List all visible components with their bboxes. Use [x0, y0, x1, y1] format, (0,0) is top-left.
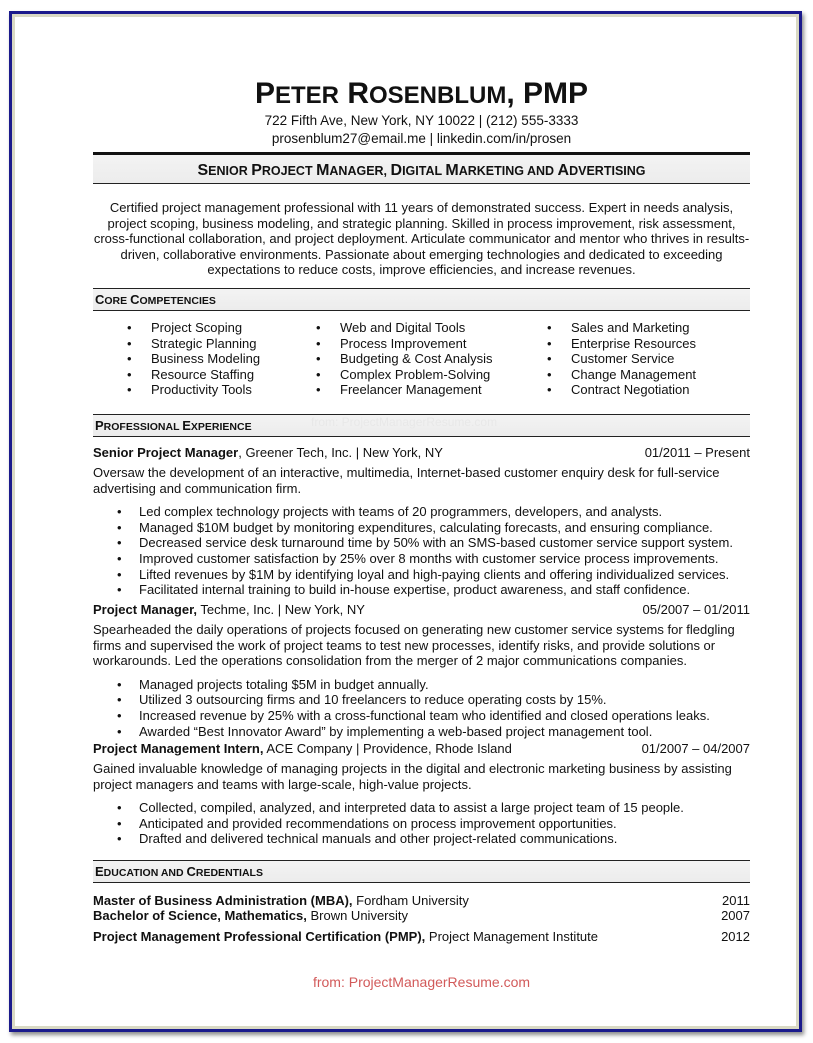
job-description: Spearheaded the daily operations of projects focused on generating new customer service systems for fledgling firms and supervised the work of project teams to test new processes, identify risks, and provide solutions or workarounds. Led the operations consolidation from the merger of 2 major communications companies.: [93, 622, 735, 669]
degree: Bachelor of Science, Mathematics,: [93, 908, 307, 923]
job-dates: 01/2011 – Present: [644, 445, 750, 460]
job-bullet: • Managed $10M budget by monitoring expenditures, calculating forecasts, and ensuring compliance.: [117, 520, 750, 536]
job-dates: 05/2007 – 01/2011: [642, 602, 750, 617]
institution: Brown University: [306, 908, 408, 923]
section-header-education: EDUCATION AND CREDENTIALS: [93, 860, 750, 883]
job-bullet: • Drafted and delivered technical manuals and other project-related communications.: [117, 831, 750, 847]
education-entry: [93, 908, 750, 923]
job-entry: [93, 445, 750, 598]
competencies-column-2: [316, 320, 492, 398]
name-rest: ETER: [274, 82, 339, 109]
education-entry: [93, 893, 750, 908]
job-bullet: • Lifted revenues by $1M by identifying loyal and high-paying clients and offering individualized services.: [117, 567, 750, 583]
competency-item: • Resource Staffing: [127, 367, 260, 383]
contact-email-linkedin: prosenblum27@email.me | linkedin.com/in/prosen: [271, 131, 572, 146]
competency-item: • Change Management: [547, 367, 696, 383]
candidate-name: [93, 77, 750, 113]
education-year: 2011: [722, 893, 750, 908]
certification-year: 2012: [721, 929, 750, 944]
job-bullet: • Managed projects totaling $5M in budget annually.: [117, 677, 750, 693]
competency-item: • Project Scoping: [127, 320, 260, 336]
surname-rest: OSENBLUM: [369, 82, 507, 109]
competency-item: • Web and Digital Tools: [316, 320, 492, 336]
job-entry: [93, 602, 750, 739]
job-company-location: ACE Company | Providence, Rhode Island: [263, 741, 512, 756]
page-frame: [9, 11, 802, 1032]
competency-item: • Business Modeling: [127, 351, 260, 367]
job-dates: 01/2007 – 04/2007: [641, 741, 750, 756]
competency-item: • Sales and Marketing: [547, 320, 696, 336]
competency-item: • Complex Problem-Solving: [316, 367, 492, 383]
job-bullet: • Awarded “Best Innovator Award” by implementing a web-based project management tool.: [117, 724, 750, 740]
job-company-location: Techme, Inc. | New York, NY: [197, 602, 365, 617]
page-inner-border: [12, 14, 799, 1029]
job-bullet: • Facilitated internal training to build in-house expertise, product awareness, and staff confidence.: [117, 582, 750, 598]
job-title: Project Manager,: [93, 602, 198, 617]
job-description: Oversaw the development of an interactive, multimedia, Internet-based customer enquiry desk for full-service advertising and communication firm.: [93, 465, 720, 496]
job-entry: [93, 741, 750, 847]
source-attribution: from: ProjectManagerResume.com: [312, 974, 531, 990]
contact-address-phone: 722 Fifth Ave, New York, NY 10022 | (212) 555-3333: [264, 113, 579, 128]
competency-item: • Productivity Tools: [127, 382, 260, 398]
job-title: Project Management Intern,: [93, 741, 264, 756]
job-bullet: • Collected, compiled, analyzed, and interpreted data to assist a large project team of 15 people.: [117, 800, 750, 816]
institution: Fordham University: [352, 893, 469, 908]
education-year: 2007: [721, 908, 750, 923]
job-description: Gained invaluable knowledge of managing projects in the digital and electronic marketing business by assisting project managers and teams with large-scale, high-value projects.: [93, 761, 732, 792]
issuer: Project Management Institute: [425, 929, 598, 944]
faint-watermark: from: ProjectManagerResume.com: [311, 415, 498, 429]
competency-item: • Freelancer Management: [316, 382, 492, 398]
job-bullet: • Led complex technology projects with teams of 20 programmers, developers, and analysts.: [117, 504, 750, 520]
job-bullet: • Anticipated and provided recommendations on process improvement opportunities.: [117, 816, 750, 832]
job-bullet: • Decreased service desk turnaround time by 50% with an SMS-based customer service support system.: [117, 535, 750, 551]
surname-initial: R: [347, 77, 369, 110]
job-bullet: • Improved customer satisfaction by 25% over 8 months with customer service process improvements.: [117, 551, 750, 567]
name-suffix: , PMP: [506, 77, 589, 110]
name-initial: P: [254, 77, 275, 110]
headline-bar: [93, 152, 750, 184]
competency-item: • Contract Negotiation: [547, 382, 696, 398]
section-header-core-competencies: CORE COMPETENCIES: [93, 288, 750, 311]
competencies-column-1: [127, 320, 260, 398]
competency-item: • Enterprise Resources: [547, 336, 696, 352]
competency-item: • Process Improvement: [316, 336, 492, 352]
job-title: Senior Project Manager: [93, 445, 239, 460]
job-bullet: • Utilized 3 outsourcing firms and 10 freelancers to reduce operating costs by 15%.: [117, 692, 750, 708]
competency-item: • Customer Service: [547, 351, 696, 367]
professional-summary: Certified project management professional with 11 years of demonstrated success. Expert in needs analysis, project scoping, business modeling, and strategic planning. Skilled in process improvement, risk assessment, cross-functional collaboration, and project deployment. Articulate communicator and mentor who thrives in results-driven, collaborative environments. Passionate about emerging technologies and dedicated to exceeding expectations to reduce costs, improve efficiencies, and increase revenues.: [93, 200, 750, 278]
certification-entry: [93, 929, 750, 944]
headline-title: SENIOR PROJECT MANAGER, DIGITAL MARKETING AND ADVERTISING: [197, 162, 646, 179]
degree: Master of Business Administration (MBA),: [93, 893, 353, 908]
job-company-location: , Greener Tech, Inc. | New York, NY: [238, 445, 443, 460]
competency-item: • Budgeting & Cost Analysis: [316, 351, 492, 367]
competency-item: • Strategic Planning: [127, 336, 260, 352]
certification: Project Management Professional Certification (PMP),: [93, 929, 426, 944]
section-header-professional-experience: PROFESSIONAL EXPERIENCE: [93, 414, 750, 437]
education-list: [93, 893, 750, 944]
competencies-column-3: [547, 320, 696, 398]
job-bullet: • Increased revenue by 25% with a cross-functional team who identified and closed operations leaks.: [117, 708, 750, 724]
